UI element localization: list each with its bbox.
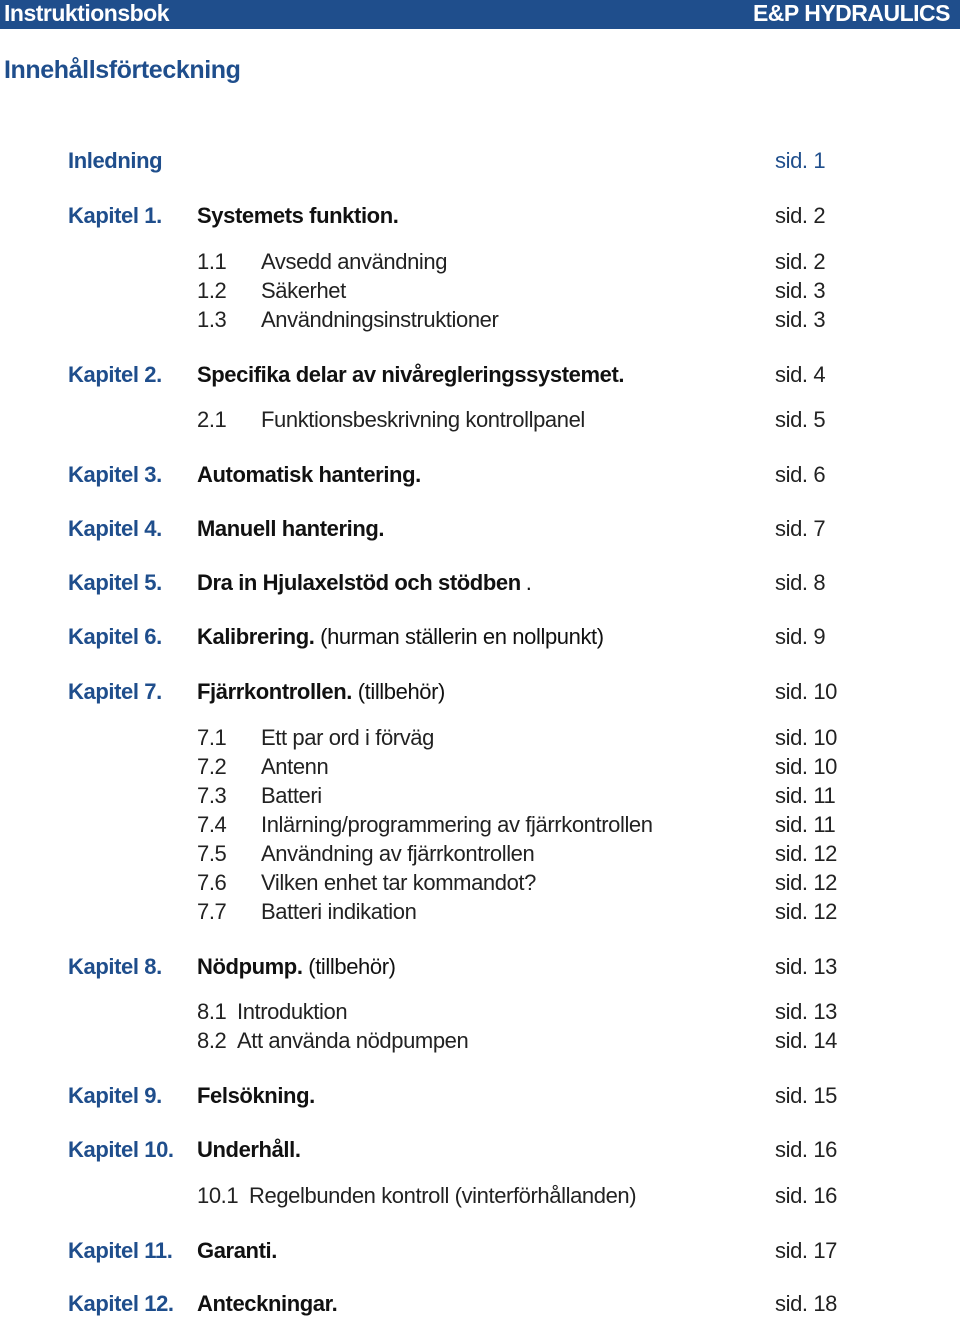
intro-label: Inledning (68, 148, 163, 173)
section-number: 7.1 (197, 725, 227, 750)
section-title: Inlärning/programmering av fjärrkontrollen (261, 812, 653, 837)
chapter-page: sid. 16 (775, 1137, 838, 1162)
section-number: 10.1 (197, 1183, 239, 1208)
section-number: 7.4 (197, 812, 227, 837)
section-number: 7.2 (197, 754, 227, 779)
chapter-title: Specifika delar av nivåregleringssystemet. (197, 362, 625, 387)
toc-subentry-7-7[interactable] (0, 899, 960, 929)
chapter-page: sid. 18 (775, 1291, 838, 1316)
page-header (0, 0, 960, 29)
chapter-title: Manuell hantering. (197, 516, 385, 541)
section-page: sid. 16 (775, 1183, 838, 1208)
section-number: 1.1 (197, 249, 227, 274)
toc-entry-chapter-5[interactable] (0, 570, 960, 600)
toc-entry-chapter-10[interactable] (0, 1137, 960, 1167)
section-page: sid. 2 (775, 249, 826, 274)
section-page: sid. 12 (775, 870, 838, 895)
section-number: 7.5 (197, 841, 227, 866)
chapter-title: Garanti. (197, 1238, 277, 1263)
section-page: sid. 12 (775, 841, 838, 866)
chapter-title (197, 679, 445, 705)
chapter-label: Kapitel 1. (68, 203, 162, 228)
toc-entry-chapter-3[interactable] (0, 462, 960, 492)
header-document-title: Instruktionsbok (4, 0, 170, 26)
section-number: 7.6 (197, 870, 227, 895)
section-title: Batteri (261, 783, 322, 808)
toc-subentry-10-1[interactable] (0, 1183, 960, 1213)
chapter-label: Kapitel 11. (68, 1238, 173, 1263)
section-title: Antenn (261, 754, 329, 779)
chapter-title: Automatisk hantering. (197, 462, 421, 487)
chapter-label: Kapitel 3. (68, 462, 162, 487)
section-page: sid. 11 (775, 812, 836, 837)
chapter-label: Kapitel 5. (68, 570, 162, 595)
header-company-name: E&P HYDRAULICS (752, 0, 950, 26)
toc-entry-chapter-1[interactable] (0, 203, 960, 233)
chapter-page: sid. 7 (775, 516, 826, 541)
section-number: 8.1 (197, 999, 227, 1024)
chapter-title-note: (tillbehör) (308, 954, 396, 979)
section-title: Batteri indikation (261, 899, 417, 924)
section-page: sid. 3 (775, 278, 826, 303)
section-title: Ett par ord i förväg (261, 725, 434, 750)
toc-entry-chapter-8[interactable] (0, 954, 960, 984)
section-page: sid. 10 (775, 754, 838, 779)
toc-subentry-1-3[interactable] (0, 307, 960, 337)
section-title: Användningsinstruktioner (261, 307, 499, 332)
section-title: Säkerhet (261, 278, 346, 303)
chapter-title: Anteckningar. (197, 1291, 338, 1316)
section-page: sid. 12 (775, 899, 838, 924)
section-title: Funktionsbeskrivning kontrollpanel (261, 407, 585, 432)
chapter-title-text: Dra in Hjulaxelstöd och stödben (197, 570, 521, 595)
chapter-label: Kapitel 6. (68, 624, 162, 649)
toc-subentry-1-2[interactable] (0, 278, 960, 308)
toc-subentry-8-2[interactable] (0, 1028, 960, 1058)
section-number: 8.2 (197, 1028, 227, 1053)
toc-subentry-1-1[interactable] (0, 249, 960, 279)
section-title: Avsedd användning (261, 249, 448, 274)
section-page: sid. 14 (775, 1028, 838, 1053)
chapter-label: Kapitel 12. (68, 1291, 174, 1316)
chapter-label: Kapitel 9. (68, 1083, 162, 1108)
toc-subentry-7-2[interactable] (0, 754, 960, 784)
chapter-page: sid. 10 (775, 679, 838, 704)
chapter-page: sid. 6 (775, 462, 826, 487)
chapter-title-text: Fjärrkontrollen. (197, 679, 352, 704)
toc-subentry-7-3[interactable] (0, 783, 960, 813)
chapter-label: Kapitel 8. (68, 954, 162, 979)
chapter-title-note: . (525, 570, 532, 595)
toc-entry-chapter-2[interactable] (0, 362, 960, 392)
toc-entry-chapter-6[interactable] (0, 624, 960, 654)
intro-page: sid. 1 (775, 148, 826, 173)
chapter-title-text: Kalibrering. (197, 624, 315, 649)
chapter-title-note: (hurman ställerin en nollpunkt) (320, 624, 604, 649)
section-number: 1.2 (197, 278, 227, 303)
section-page: sid. 5 (775, 407, 826, 432)
section-page: sid. 13 (775, 999, 838, 1024)
toc-subentry-2-1[interactable] (0, 407, 960, 437)
toc-entry-chapter-12[interactable] (0, 1291, 960, 1321)
section-title: Vilken enhet tar kommandot? (261, 870, 536, 895)
chapter-page: sid. 8 (775, 570, 826, 595)
section-title: Regelbunden kontroll (vinterförhållanden) (249, 1183, 637, 1208)
section-number: 7.7 (197, 899, 227, 924)
chapter-title: Felsökning. (197, 1083, 315, 1108)
toc-entry-chapter-9[interactable] (0, 1083, 960, 1113)
chapter-title-note: (tillbehör) (357, 679, 445, 704)
section-page: sid. 11 (775, 783, 836, 808)
section-number: 1.3 (197, 307, 227, 332)
chapter-title: Underhåll. (197, 1137, 301, 1162)
toc-subentry-7-6[interactable] (0, 870, 960, 900)
section-title: Användning av fjärrkontrollen (261, 841, 535, 866)
chapter-page: sid. 4 (775, 362, 826, 387)
toc-entry-intro[interactable] (0, 148, 960, 178)
section-title: Introduktion (237, 999, 348, 1024)
chapter-page: sid. 9 (775, 624, 826, 649)
chapter-title (197, 624, 604, 650)
toc-entry-chapter-4[interactable] (0, 516, 960, 546)
section-number: 7.3 (197, 783, 227, 808)
toc-subentry-7-4[interactable] (0, 812, 960, 842)
toc-entry-chapter-11[interactable] (0, 1238, 960, 1268)
chapter-label: Kapitel 4. (68, 516, 162, 541)
chapter-title: Systemets funktion. (197, 203, 399, 228)
section-page: sid. 3 (775, 307, 826, 332)
chapter-title-text: Nödpump. (197, 954, 303, 979)
chapter-page: sid. 2 (775, 203, 826, 228)
section-title: Att använda nödpumpen (237, 1028, 469, 1053)
chapter-label: Kapitel 2. (68, 362, 162, 387)
chapter-label: Kapitel 7. (68, 679, 162, 704)
toc-subentry-7-1[interactable] (0, 725, 960, 755)
toc-subentry-8-1[interactable] (0, 999, 960, 1029)
chapter-title (197, 954, 396, 980)
chapter-page: sid. 13 (775, 954, 838, 979)
toc-entry-chapter-7[interactable] (0, 679, 960, 709)
chapter-page: sid. 17 (775, 1238, 838, 1263)
chapter-page: sid. 15 (775, 1083, 838, 1108)
toc-subentry-7-5[interactable] (0, 841, 960, 871)
section-page: sid. 10 (775, 725, 838, 750)
chapter-label: Kapitel 10. (68, 1137, 174, 1162)
chapter-title (197, 570, 531, 596)
section-number: 2.1 (197, 407, 227, 432)
toc-heading: Innehållsförteckning (4, 56, 241, 84)
